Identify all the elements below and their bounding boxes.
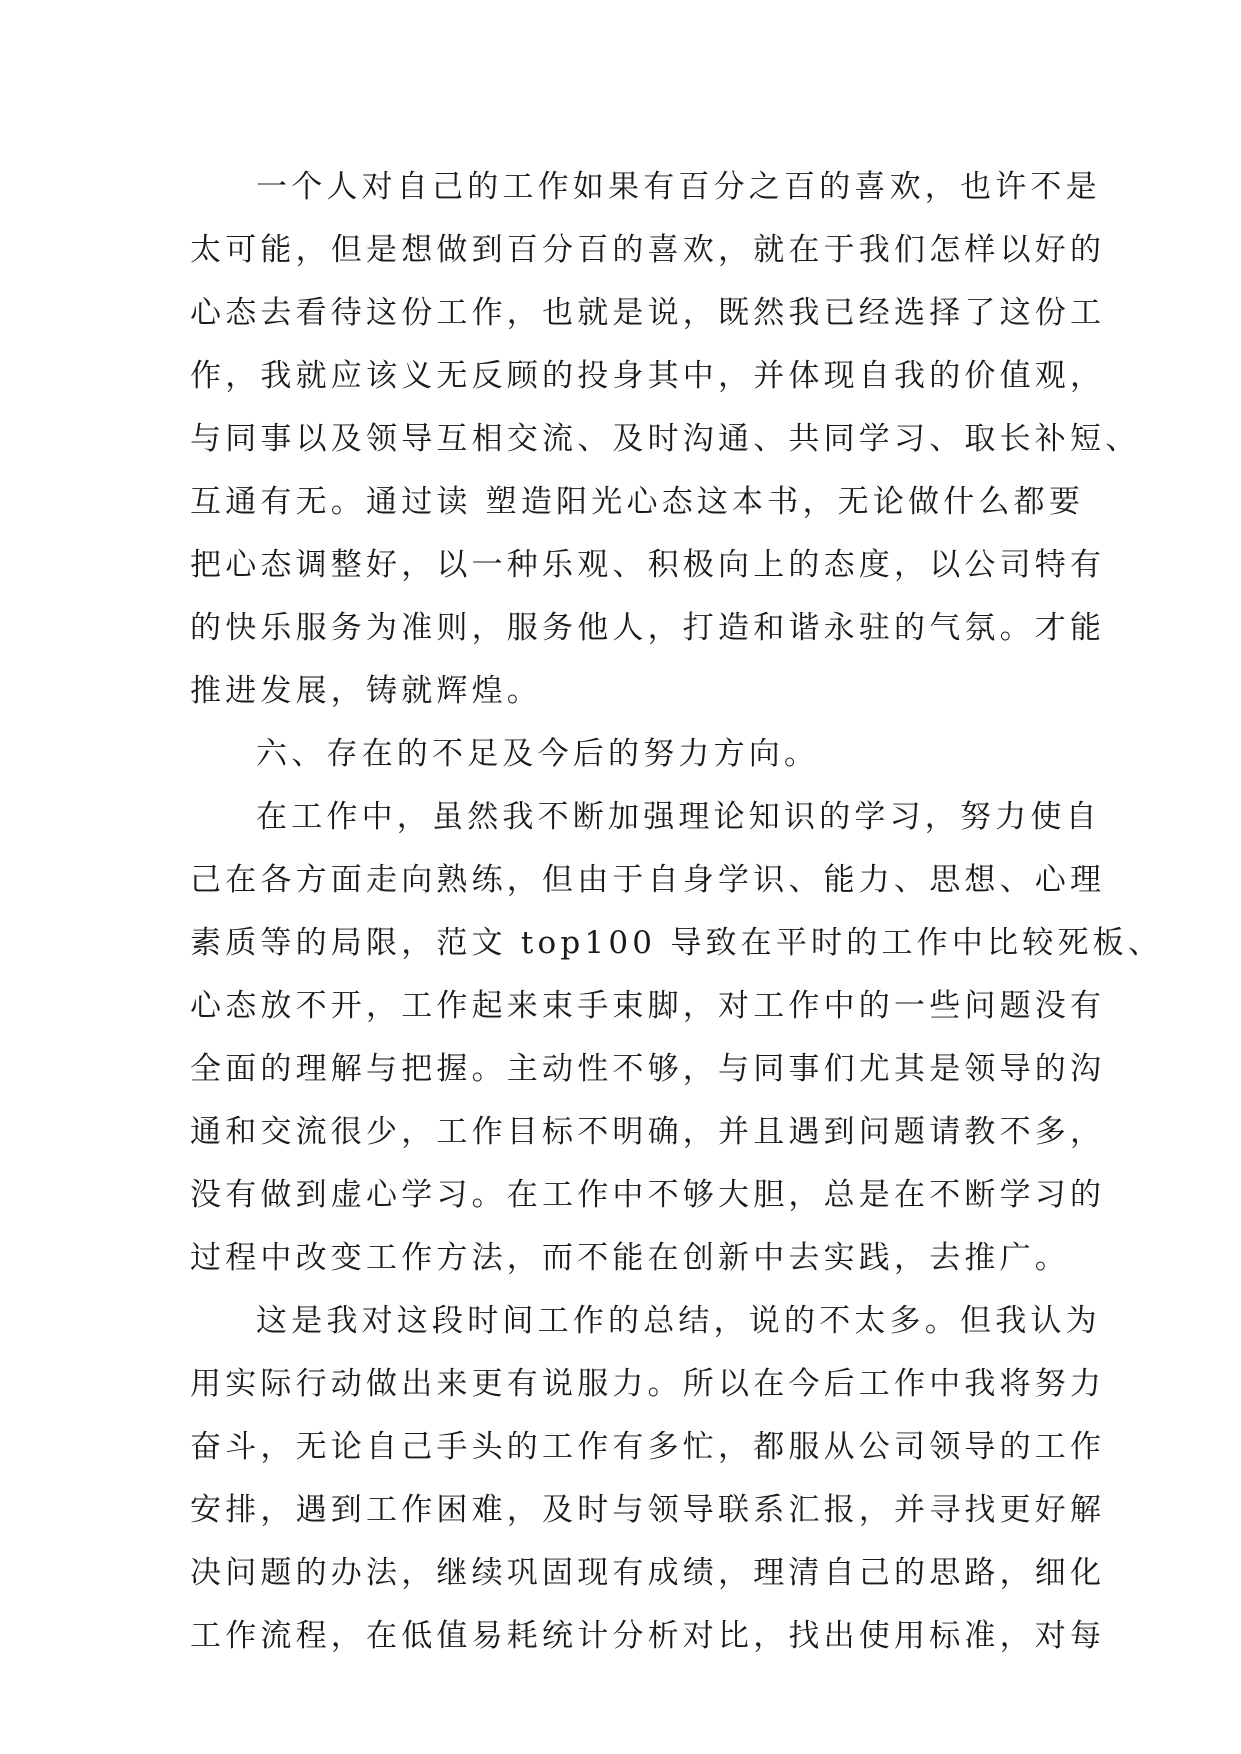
text-line: 工作流程，在低值易耗统计分析对比，找出使用标准，对每	[190, 1618, 1106, 1654]
text-line: 心态去看待这份工作，也就是说，既然我已经选择了这份工	[190, 295, 1106, 331]
text-line: 在工作中，虽然我不断加强理论知识的学习，努力使自	[256, 799, 1101, 835]
text-line: 与同事以及领导互相交流、及时沟通、共同学习、取长补短、	[190, 421, 1141, 457]
text-line: 这是我对这段时间工作的总结，说的不太多。但我认为	[256, 1303, 1101, 1339]
text-line: 己在各方面走向熟练，但由于自身学识、能力、思想、心理	[190, 862, 1106, 898]
text-line: 推进发展，铸就辉煌。	[190, 673, 542, 709]
text-line: 一个人对自己的工作如果有百分之百的喜欢，也许不是	[256, 169, 1101, 205]
text-line: 心态放不开，工作起来束手束脚，对工作中的一些问题没有	[190, 988, 1106, 1024]
text-line: 通和交流很少，工作目标不明确，并且遇到问题请教不多，	[190, 1114, 1106, 1150]
text-line: 决问题的办法，继续巩固现有成绩，理清自己的思路，细化	[190, 1555, 1106, 1591]
text-line: 安排，遇到工作困难，及时与领导联系汇报，并寻找更好解	[190, 1492, 1106, 1528]
text-line: 没有做到虚心学习。在工作中不够大胆，总是在不断学习的	[190, 1177, 1106, 1213]
text-line: 过程中改变工作方法，而不能在创新中去实践，去推广。	[190, 1240, 1070, 1276]
text-line: 用实际行动做出来更有说服力。所以在今后工作中我将努力	[190, 1366, 1106, 1402]
text-line: 把心态调整好，以一种乐观、积极向上的态度，以公司特有	[190, 547, 1106, 583]
text-line: 的快乐服务为准则，服务他人，打造和谐永驻的气氛。才能	[190, 610, 1106, 646]
text-line: 互通有无。通过读 塑造阳光心态这本书，无论做什么都要	[190, 484, 1085, 520]
section-heading: 六、存在的不足及今后的努力方向。	[256, 736, 820, 772]
text-line: 奋斗，无论自己手头的工作有多忙，都服从公司领导的工作	[190, 1429, 1106, 1465]
text-line: 素质等的局限，范文 top100 导致在平时的工作中比较死板、	[190, 925, 1164, 961]
text-line: 作，我就应该义无反顾的投身其中，并体现自我的价值观，	[190, 358, 1106, 394]
text-line: 全面的理解与把握。主动性不够，与同事们尤其是领导的沟	[190, 1051, 1106, 1087]
text-line: 太可能，但是想做到百分百的喜欢，就在于我们怎样以好的	[190, 232, 1106, 268]
document-body	[190, 156, 1164, 1668]
